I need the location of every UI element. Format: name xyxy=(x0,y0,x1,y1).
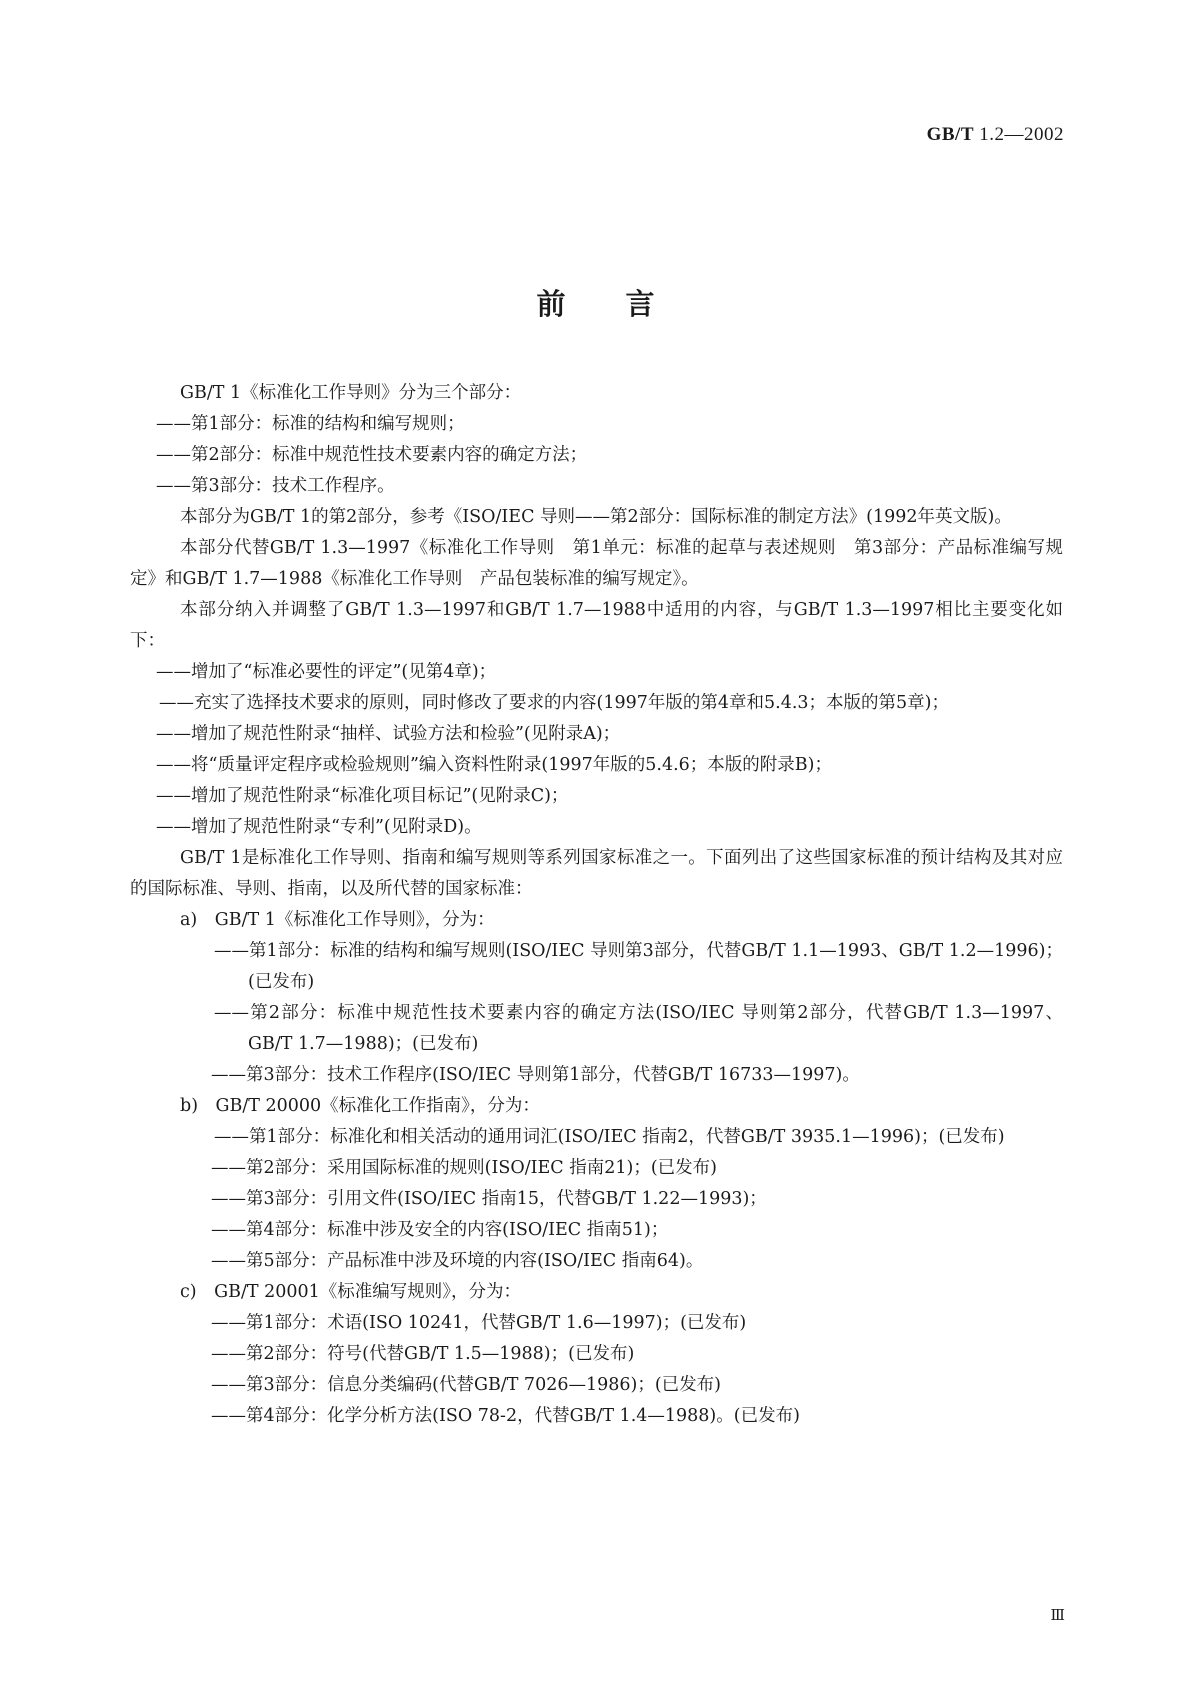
foreword-body xyxy=(130,378,1063,1432)
change-list-item: ——增加了“标准必要性的评定”(见第4章)； xyxy=(156,662,497,682)
change-list-item: ——增加了规范性附录“专利”(见附录D)。 xyxy=(156,817,482,837)
list-b-item: ——第3部分：引用文件(ISO/IEC 指南15，代替GB/T 1.22—1993)； xyxy=(211,1189,767,1209)
reference-paragraph: 本部分为GB/T 1的第2部分，参考《ISO/IEC 导则——第2部分：国际标准的制定方法》(1992年英文版)。 xyxy=(180,507,1012,527)
list-b-item: ——第4部分：标准中涉及安全的内容(ISO/IEC 指南51)； xyxy=(211,1220,669,1240)
list-a-item: ——第2部分：标准中规范性技术要素内容的确定方法(ISO/IEC 导则第2部分，代替GB/T 1.3—1997、GB/T 1.7—1988)；(已发布) xyxy=(214,1003,1063,1054)
change-list-item: ——增加了规范性附录“抽样、试验方法和检验”(见附录A)； xyxy=(156,724,621,744)
list-b-item: ——第5部分：产品标准中涉及环境的内容(ISO/IEC 指南64)。 xyxy=(211,1251,704,1271)
part-list-item: ——第1部分：标准的结构和编写规则； xyxy=(156,414,465,434)
change-list-item: ——将“质量评定程序或检验规则”编入资料性附录(1997年版的5.4.6；本版的附录B)； xyxy=(156,755,832,775)
part-list-item: ——第2部分：标准中规范性技术要素内容的确定方法； xyxy=(156,445,588,465)
list-b-label: b) GB/T 20000《标准化工作指南》，分为： xyxy=(180,1096,540,1116)
change-list-item: ——增加了规范性附录“标准化项目标记”(见附录C)； xyxy=(156,786,569,806)
list-c-item: ——第4部分：化学分析方法(ISO 78-2，代替GB/T 1.4—1988)。(已发布) xyxy=(211,1406,800,1426)
list-b-item: ——第2部分：采用国际标准的规则(ISO/IEC 指南21)；(已发布) xyxy=(211,1158,717,1178)
document-code-number: 1.2—2002 xyxy=(979,124,1064,145)
part-list-item: ——第3部分：技术工作程序。 xyxy=(156,476,395,496)
adjustment-paragraph: 本部分纳入并调整了GB/T 1.3—1997和GB/T 1.7—1988中适用的内容，与GB/T 1.3—1997相比主要变化如下： xyxy=(130,600,1063,651)
intro-paragraph: GB/T 1《标准化工作导则》分为三个部分： xyxy=(180,383,522,403)
change-list-item: ——充实了选择技术要求的原则，同时修改了要求的内容(1997年版的第4章和5.4.3；本版的第5章)； xyxy=(159,693,949,713)
list-c-item: ——第3部分：信息分类编码(代替GB/T 7026—1986)；(已发布) xyxy=(211,1375,721,1395)
list-c-item: ——第1部分：术语(ISO 10241，代替GB/T 1.6—1997)；(已发布) xyxy=(211,1313,747,1333)
list-c-item: ——第2部分：符号(代替GB/T 1.5—1988)；(已发布) xyxy=(211,1344,635,1364)
document-code xyxy=(927,124,1064,146)
list-a-item: ——第1部分：标准的结构和编写规则(ISO/IEC 导则第3部分，代替GB/T 1.1—1993、GB/T 1.2—1996)；(已发布) xyxy=(214,941,1063,992)
document-code-prefix: GB/T xyxy=(926,124,974,145)
page-title: 前言 xyxy=(536,287,715,321)
list-b-item: ——第1部分：标准化和相关活动的通用词汇(ISO/IEC 指南2，代替GB/T 3935.1—1996)；(已发布) xyxy=(214,1127,1005,1147)
list-a-label: a) GB/T 1《标准化工作导则》，分为： xyxy=(180,910,495,930)
page-number: Ⅲ xyxy=(1050,1606,1065,1624)
replacement-paragraph: 本部分代替GB/T 1.3—1997《标准化工作导则 第1单元：标准的起草与表述规则 第3部分：产品标准编写规定》和GB/T 1.7—1988《标准化工作导则 产品包装标准的编写规定》。 xyxy=(130,538,1063,589)
series-paragraph: GB/T 1是标准化工作导则、指南和编写规则等系列国家标准之一。下面列出了这些国家标准的预计结构及其对应的国际标准、导则、指南，以及所代替的国家标准： xyxy=(130,848,1063,899)
list-c-label: c) GB/T 20001《标准编写规则》，分为： xyxy=(180,1282,522,1302)
list-a-item: ——第3部分：技术工作程序(ISO/IEC 导则第1部分，代替GB/T 16733—1997)。 xyxy=(211,1065,860,1085)
